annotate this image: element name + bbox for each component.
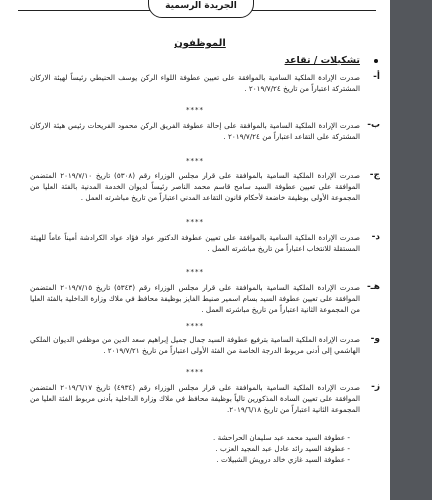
viewer-background bbox=[390, 0, 432, 500]
list-item bbox=[30, 170, 380, 203]
separator: **** bbox=[186, 157, 204, 165]
separator: **** bbox=[186, 106, 204, 114]
item-marker: و- bbox=[370, 334, 380, 344]
bullet-icon bbox=[374, 59, 378, 63]
item-text: صدرت الإرادة الملكية السامية بترفيع عطوفة السيد جمال جميل إبراهيم سعد الدين من موظفي الديوان الملكي الهاشمي إلى أدنى مربوط الدرجة الخاصة من الفئة الأولى اعتباراً من تاريخ ٢٠١٩/٧/٢١ . bbox=[30, 335, 360, 355]
separator: **** bbox=[186, 218, 204, 226]
item-marker: ز- bbox=[371, 382, 380, 392]
names-list bbox=[213, 432, 350, 465]
item-text: صدرت الإرادة الملكية السامية بالموافقة على قرار مجلس الوزراء رقم (٤٩٣٤) تاريخ ٢٠١٩/٦/١٧ المتضمن الموافقة على تعيين السادة المذكورين تالياً بوظيفة محافظ في ملاك وزارة الداخلية بأدنى مربوط الفئة العليا من المجموعة الثانية اعتباراً من تاريخ ٢٠١٩/٦/١٨. bbox=[30, 383, 361, 414]
item-marker: د- bbox=[371, 232, 380, 242]
list-item bbox=[30, 334, 380, 356]
section-title: الموظفون bbox=[174, 38, 226, 49]
list-item bbox=[30, 282, 380, 315]
item-text: صدرت الإرادة الملكية السامية بالموافقة على تعيين عطوفة اللواء الركن يوسف الحنيطي رئيساً لهيئة الاركان المشتركة اعتباراً من تاريخ ٢٠١٩/٧/٢٤ . bbox=[30, 73, 360, 93]
item-marker: ج- bbox=[369, 170, 380, 180]
item-marker: أ- bbox=[373, 72, 380, 82]
gazette-header: الجريدة الرسمية bbox=[148, 0, 254, 18]
sub-title: تشكيلات / تقاعد bbox=[284, 55, 360, 66]
list-item bbox=[30, 232, 380, 254]
list-item bbox=[30, 72, 380, 94]
item-marker: ب- bbox=[367, 120, 380, 130]
separator: **** bbox=[186, 268, 204, 276]
list-item bbox=[30, 382, 380, 415]
list-item bbox=[30, 120, 380, 142]
name-item: - عطوفة السيد غازي خالد درويش الشبيلات . bbox=[216, 455, 350, 464]
name-item: - عطوفة السيد رائد عادل عبد المجيد العزب . bbox=[215, 444, 350, 453]
separator: **** bbox=[186, 322, 204, 330]
item-text: صدرت الإرادة الملكية السامية بالموافقة على تعيين عطوفة الدكتور عواد فؤاد عواد الكرادشة أميناً عاماً للهيئة المستقلة للانتخاب اعتباراً من تاريخ مباشرته العمل . bbox=[30, 233, 360, 253]
separator: **** bbox=[186, 368, 204, 376]
item-marker: هـ- bbox=[366, 282, 380, 292]
item-text: صدرت الإرادة الملكية السامية بالموافقة على قرار مجلس الوزراء رقم (٥٣٤٣) تاريخ ٢٠١٩/٧/١٥ المتضمن الموافقة على تعيين عطوفة السيد بسام اسمير صنيط الفايز بوظيفة محافظ في ملاك وزارة الداخلية بالفئة العليا من المجموعة الثانية اعتباراً من تاريخ مباشرته العمل . bbox=[30, 283, 361, 314]
name-item: - عطوفة السيد محمد عبد سليمان الحراحشة . bbox=[213, 433, 350, 442]
item-text: صدرت الإرادة الملكية السامية بالموافقة على قرار مجلس الوزراء رقم (٥٣٠٨) تاريخ ٢٠١٩/٧/١٠ المتضمن الموافقة على تعيين عطوفة السيد سامح قاسم محمد الناصر رئيساً لديوان الخدمة المدنية بالفئة العليا من المجموعة الأولى بوظيفة خاضعة لأحكام قانون التقاعد المدني اعتباراً من تاريخ مباشرته العمل . bbox=[30, 171, 361, 202]
item-text: صدرت الإرادة الملكية السامية بالموافقة على إحالة عطوفة الفريق الركن محمود الفريحات رئيس هيئة الاركان المشتركة على التقاعد اعتباراً من ٢٠١٩/٧/٢٤ . bbox=[30, 121, 360, 141]
